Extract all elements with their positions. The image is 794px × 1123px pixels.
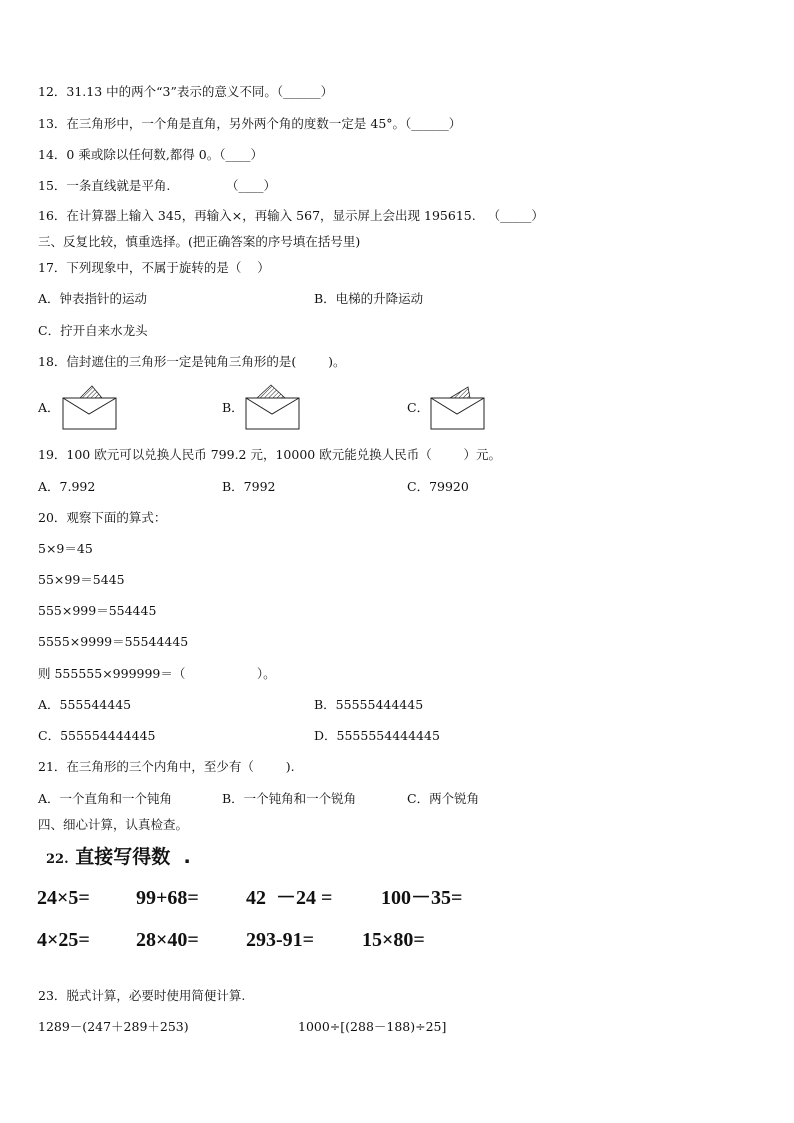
question-18-option-b: B． <box>222 400 244 415</box>
question-22-title-text: 直接写得数 . <box>68 846 191 868</box>
question-20-line-1: 5×9＝45 <box>38 541 93 556</box>
question-18-stem: 18．信封遮住的三角形一定是钝角三角形的是( )。 <box>38 354 346 369</box>
question-21-option-b: B．一个钝角和一个锐角 <box>222 791 357 806</box>
question-20-option-d: D．5555554444445 <box>314 728 440 743</box>
question-16: 16．在计算器上输入 345，再输入×，再输入 567，显示屏上会出现 195615. （_____） <box>38 208 544 223</box>
question-21-stem: 21．在三角形的三个内角中，至少有（ ). <box>38 759 295 774</box>
envelope-b-figure <box>245 383 301 430</box>
question-23-stem: 23．脱式计算，必要时使用简便计算. <box>38 988 246 1003</box>
envelope-c-figure <box>430 384 486 430</box>
question-21-option-c: C．两个锐角 <box>407 791 480 806</box>
question-20-option-c: C．555554444445 <box>38 728 156 743</box>
question-20-line-2: 55×99＝5445 <box>38 572 125 587</box>
question-18-option-c: C． <box>407 400 430 415</box>
oral-calc-item: 293-91= <box>246 929 315 951</box>
envelope-a-figure <box>62 384 118 430</box>
question-12: 12．31.13 中的两个“3”表示的意义不同。（______） <box>38 84 334 99</box>
question-22-title <box>46 842 191 869</box>
question-20-line-3: 555×999＝554445 <box>38 603 157 618</box>
question-15: 15．一条直线就是平角. （____） <box>38 178 277 193</box>
question-20-line-4: 5555×9999＝55544445 <box>38 634 189 649</box>
question-20-option-a: A．555544445 <box>38 697 132 712</box>
question-13: 13．在三角形中，一个角是直角，另外两个角的度数一定是 45°。（______） <box>38 116 462 131</box>
question-22-number: 22. <box>46 852 69 867</box>
question-19-option-b: B．7992 <box>222 479 276 494</box>
section-3-heading: 三、反复比较，慎重选择。(把正确答案的序号填在括号里) <box>38 234 361 249</box>
oral-calc-item: 99+68= <box>136 887 199 909</box>
question-19-stem: 19．100 欧元可以兑换人民币 799.2 元，10000 欧元能兑换人民币（ ）元。 <box>38 447 501 462</box>
question-23-expression-2: 1000÷[(288－188)÷25] <box>298 1019 447 1034</box>
oral-calc-item: 100－35= <box>381 887 463 909</box>
oral-calc-item: 42 －24 = <box>246 887 333 909</box>
question-17-option-a: A．钟表指针的运动 <box>38 291 148 306</box>
question-19-option-c: C．79920 <box>407 479 469 494</box>
oral-calc-item: 4×25= <box>37 929 90 951</box>
question-20-line-5: 则 555555×999999＝（ ）。 <box>38 666 276 681</box>
question-20-stem: 20．观察下面的算式： <box>38 510 167 525</box>
question-14: 14．0 乘或除以任何数,都得 0。（____） <box>38 147 263 162</box>
oral-calc-item: 15×80= <box>362 929 425 951</box>
question-20-option-b: B．55555444445 <box>314 697 424 712</box>
question-18-option-a: A． <box>38 400 60 415</box>
question-17-option-b: B．电梯的升降运动 <box>314 291 424 306</box>
oral-calc-item: 28×40= <box>136 929 199 951</box>
question-19-option-a: A．7.992 <box>38 479 96 494</box>
question-21-option-a: A．一个直角和一个钝角 <box>38 791 173 806</box>
question-17-stem: 17．下列现象中，不属于旋转的是（ ） <box>38 260 270 275</box>
oral-calc-item: 24×5= <box>37 887 90 909</box>
question-23-expression-1: 1289－(247＋289＋253) <box>38 1019 189 1034</box>
section-4-heading: 四、细心计算，认真检查。 <box>38 817 189 832</box>
question-17-option-c: C．拧开自来水龙头 <box>38 323 148 338</box>
